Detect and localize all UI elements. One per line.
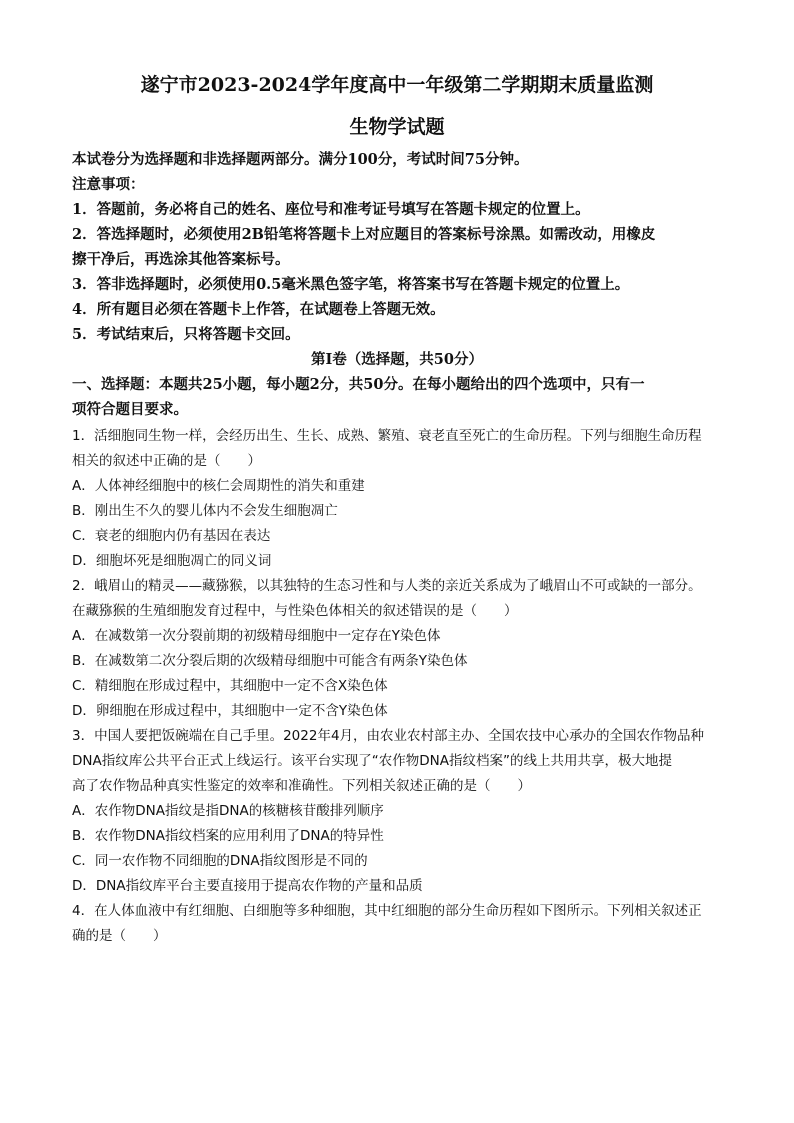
question-1-option-d: D．细胞坏死是细胞凋亡的同义词 <box>72 553 272 569</box>
section-title: 第I卷（选择题，共50分） <box>311 351 483 368</box>
question-2-option-b: B．在减数第二次分裂后期的次级精母细胞中可能含有两条Y染色体 <box>72 653 468 669</box>
question-1-option-c: C．衰老的细胞内仍有基因在表达 <box>72 528 271 544</box>
note-item: 1．答题前，务必将自己的姓名、座位号和准考证号填写在答题卡规定的位置上。 <box>72 201 590 218</box>
question-4-stem: 确的是（ ） <box>72 928 167 944</box>
question-4-stem: 4．在人体血液中有红细胞、白细胞等多种细胞，其中红细胞的部分生命历程如下图所示。下列相关叙述正 <box>72 903 702 919</box>
section-instruction: 项符合题目要求。 <box>72 401 188 418</box>
notes-heading: 注意事项： <box>72 176 145 193</box>
note-item: 2．答选择题时，必须使用2B铅笔将答题卡上对应题目的答案标号涂黑。如需改动，用橡皮 <box>72 226 656 243</box>
question-1-stem: 相关的叙述中正确的是（ ） <box>72 453 261 469</box>
question-2-option-c: C．精细胞在形成过程中，其细胞中一定不含X染色体 <box>72 678 388 694</box>
note-item: 5．考试结束后，只将答题卡交回。 <box>72 326 300 343</box>
question-3-option-a: A．农作物DNA指纹是指DNA的核糖核苷酸排列顺序 <box>72 803 384 819</box>
exam-subtitle: 生物学试题 <box>349 116 445 138</box>
question-2-option-a: A．在减数第一次分裂前期的初级精母细胞中一定存在Y染色体 <box>72 628 441 644</box>
question-3-option-c: C．同一农作物不同细胞的DNA指纹图形是不同的 <box>72 853 368 869</box>
question-1-option-b: B．刚出生不久的婴儿体内不会发生细胞凋亡 <box>72 503 338 519</box>
question-3-option-b: B．农作物DNA指纹档案的应用利用了DNA的特异性 <box>72 828 384 844</box>
question-2-stem: 2．峨眉山的精灵——藏猕猴，以其独特的生态习性和与人类的亲近关系成为了峨眉山不可或缺的一部分。 <box>72 578 702 594</box>
question-3-stem: DNA指纹库公共平台正式上线运行。该平台实现了“农作物DNA指纹档案”的线上共用共享，极大地提 <box>72 753 672 769</box>
question-3-stem: 3．中国人要把饭碗端在自己手里。2022年4月，由农业农村部主办、全国农技中心承办的全国农作物品种 <box>72 728 705 744</box>
question-1-stem: 1．活细胞同生物一样，会经历出生、生长、成熟、繁殖、衰老直至死亡的生命历程。下列与细胞生命历程 <box>72 428 702 444</box>
note-item: 4．所有题目必须在答题卡上作答，在试题卷上答题无效。 <box>72 301 445 318</box>
question-3-option-d: D．DNA指纹库平台主要直接用于提高农作物的产量和品质 <box>72 878 423 894</box>
question-1-option-a: A．人体神经细胞中的核仁会周期性的消失和重建 <box>72 478 365 494</box>
section-instruction: 一、选择题：本题共25小题，每小题2分，共50分。在每小题给出的四个选项中，只有一 <box>72 376 645 393</box>
question-2-stem: 在藏猕猴的生殖细胞发育过程中，与性染色体相关的叙述错误的是（ ） <box>72 603 518 619</box>
note-item: 3．答非选择题时，必须使用0.5毫米黑色签字笔，将答案书写在答题卡规定的位置上。 <box>72 276 630 293</box>
question-2-option-d: D．卵细胞在形成过程中，其细胞中一定不含Y染色体 <box>72 703 388 719</box>
exam-intro: 本试卷分为选择题和非选择题两部分。满分100分，考试时间75分钟。 <box>72 151 529 168</box>
exam-title: 遂宁市2023-2024学年度高中一年级第二学期期末质量监测 <box>140 74 654 96</box>
question-3-stem: 高了农作物品种真实性鉴定的效率和准确性。下列相关叙述正确的是（ ） <box>72 778 531 794</box>
note-item: 擦干净后，再选涂其他答案标号。 <box>72 251 290 268</box>
